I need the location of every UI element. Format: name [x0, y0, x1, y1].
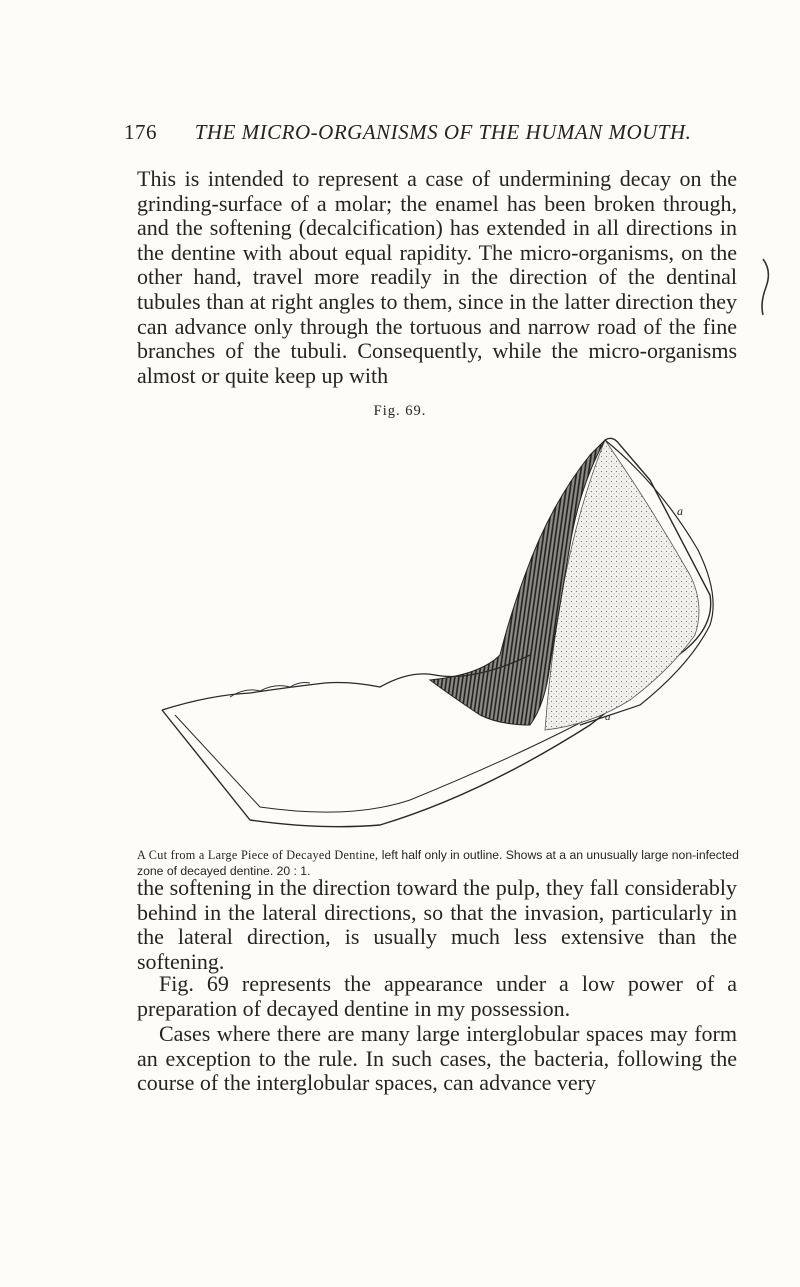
caption-lead: A Cut from a Large Piece of Decayed Dentine,	[137, 848, 379, 862]
running-title: THE MICRO-ORGANISMS OF THE HUMAN MOUTH.	[194, 120, 692, 144]
marker-a: a	[677, 504, 683, 518]
paragraph-2: the softening in the direction toward the pulp, they fall considerably behind in the lateral directions, so that the invasion, particularly in the lateral direction, is usually much less extensive than the softening.	[137, 875, 737, 974]
margin-bracket-mark	[760, 257, 774, 317]
decayed-zone	[545, 440, 699, 730]
caption-rest: left half only in outline. Shows at a an unusually large non-infected zone of decayed dentine. 20 : 1.	[137, 848, 739, 878]
decayed-dentine-illustration	[150, 425, 730, 845]
running-header	[124, 120, 724, 145]
outline-inner	[175, 715, 595, 812]
page-number: 176	[124, 120, 157, 144]
paragraph-4: Cases where there are many large interglobular spaces may form an exception to the rule. In such cases, the bacteria, following the course of the interglobular spaces, can advance very	[137, 1021, 737, 1096]
figure-label: Fig. 69.	[373, 403, 427, 419]
svg-text:a: a	[605, 711, 611, 723]
paragraph-3: Fig. 69 represents the appearance under a low power of a preparation of decayed dentine in my possession.	[137, 971, 737, 1021]
paragraph-1: This is intended to represent a case of undermining decay on the grinding-surface of a molar; the enamel has been broken through, and the softening (decalcification) has extended in all directions in the dentine with about equal rapidity. The micro-organisms, on the other hand, travel more readily in the direction of the dentinal tubules than at right angles to them, since in the latter direction they can advance only through the tortuous and narrow road of the fine branches of the tubuli. Consequently, while the micro-organisms almost or quite keep up with	[137, 166, 737, 388]
